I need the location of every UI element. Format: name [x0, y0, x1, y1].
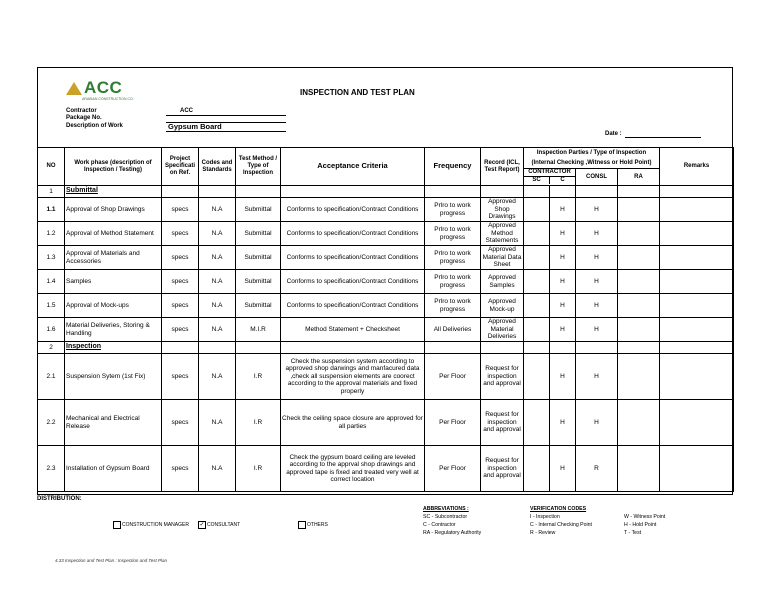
- codes: N.A: [199, 198, 236, 222]
- test-method: Submittal: [236, 270, 281, 294]
- inspection-plan-table: [37, 147, 734, 492]
- record: Approved Shop Drawings: [481, 198, 524, 222]
- work-phase: Material Deliveries, Storing & Handling: [65, 318, 162, 342]
- codes: N.A: [199, 270, 236, 294]
- consl-code: R: [576, 446, 618, 492]
- acceptance-criteria: Conforms to specification/Contract Conditions: [281, 222, 425, 246]
- ra-code: [618, 294, 660, 318]
- codes: N.A: [199, 294, 236, 318]
- verification-item: C - Internal Checking Point: [530, 522, 592, 528]
- test-method: M.I.R: [236, 318, 281, 342]
- sc-code: [524, 400, 550, 446]
- ra-code: [618, 246, 660, 270]
- header-frequency: Frequency: [425, 148, 481, 186]
- record: Approved Mock-up: [481, 294, 524, 318]
- frequency: Per Floor: [425, 446, 481, 492]
- c-code: H: [550, 354, 576, 400]
- checkbox-checked-icon[interactable]: ✓: [199, 522, 205, 528]
- test-method: I.R: [236, 354, 281, 400]
- c-code: H: [550, 222, 576, 246]
- description-value: Gypsum Board: [168, 122, 222, 131]
- distribution-construction-manager[interactable]: [113, 521, 189, 529]
- header-remarks: Remarks: [660, 148, 734, 186]
- verification-item: T - Test: [624, 530, 642, 536]
- consl-code: H: [576, 294, 618, 318]
- test-method: I.R: [236, 400, 281, 446]
- table-row: [38, 354, 734, 400]
- package-label: Package No.: [66, 115, 102, 121]
- codes: N.A: [199, 446, 236, 492]
- logo-subtitle: ARABIAN CONSTRUCTION CO.: [82, 97, 134, 101]
- ra-code: [618, 198, 660, 222]
- remarks: [660, 446, 734, 492]
- record: Approved Material Deliveries: [481, 318, 524, 342]
- work-phase: Suspension Sytem (1st Fix): [65, 354, 162, 400]
- abbreviations-block: [423, 505, 481, 537]
- sc-code: [524, 222, 550, 246]
- consl-code: H: [576, 400, 618, 446]
- verification-codes-block-2: [624, 513, 665, 537]
- abbreviations-title: ABBREVIATIONS :: [423, 506, 469, 512]
- test-method: I.R: [236, 446, 281, 492]
- test-method: Submittal: [236, 198, 281, 222]
- acceptance-criteria: Check the suspension system according to approved shop darwings and manfacured data ,check all suspension elements are coorect according to the approval materials and fixed properly: [281, 354, 425, 400]
- description-underline: [166, 131, 286, 132]
- consl-code: H: [576, 198, 618, 222]
- document-title: INSPECTION AND TEST PLAN: [300, 88, 415, 97]
- project-spec: specs: [162, 294, 199, 318]
- remarks: [660, 222, 734, 246]
- frequency: Prlro to work progress: [425, 246, 481, 270]
- header-test-method: Test Method / Type of Inspection: [236, 148, 281, 186]
- work-phase: Mechanical and Electrical Release: [65, 400, 162, 446]
- description-label: Description of Work: [66, 123, 123, 129]
- frequency: Prlro to work progress: [425, 270, 481, 294]
- work-phase: Approval of Mock-ups: [65, 294, 162, 318]
- row-number: 2.2: [38, 400, 65, 446]
- abbreviation-item: RA - Regulatory Authority: [423, 530, 482, 536]
- ra-code: [618, 222, 660, 246]
- header-c: C: [560, 176, 565, 183]
- header-sc: SC: [524, 177, 550, 184]
- remarks: [660, 246, 734, 270]
- acceptance-criteria: Conforms to specification/Contract Conditions: [281, 246, 425, 270]
- contractor-value: ACC: [180, 108, 193, 114]
- record: Request for inspection and approval: [481, 354, 524, 400]
- remarks: [660, 400, 734, 446]
- test-method: Submittal: [236, 294, 281, 318]
- verification-codes-block: [530, 505, 592, 537]
- verification-item: W - Witness Point: [624, 514, 666, 520]
- date-field[interactable]: [625, 137, 701, 138]
- c-code: H: [550, 294, 576, 318]
- project-spec: specs: [162, 270, 199, 294]
- remarks: [660, 294, 734, 318]
- header-contractor: [524, 169, 576, 186]
- row-number: 1.5: [38, 294, 65, 318]
- section-number: 2: [38, 342, 65, 354]
- row-number: 1.3: [38, 246, 65, 270]
- test-method: Submittal: [236, 246, 281, 270]
- contractor-underline: [166, 115, 286, 116]
- sc-code: [524, 198, 550, 222]
- table-row: [38, 294, 734, 318]
- ra-code: [618, 354, 660, 400]
- remarks: [660, 270, 734, 294]
- c-code: H: [550, 318, 576, 342]
- consl-code: H: [576, 318, 618, 342]
- frequency: Per Floor: [425, 354, 481, 400]
- sc-code: [524, 446, 550, 492]
- record: Request for inspection and approval: [481, 400, 524, 446]
- row-number: 1.1: [38, 198, 65, 222]
- record: Approved Method Statements: [481, 222, 524, 246]
- acceptance-criteria: Check the gypsum board ceiling are leveled according to the apprval shop drawings and approved tape is fixed and treated very well at correct location: [281, 446, 425, 492]
- row-number: 2.3: [38, 446, 65, 492]
- codes: N.A: [199, 400, 236, 446]
- ra-code: [618, 318, 660, 342]
- sc-code: [524, 354, 550, 400]
- verification-item: I - Inspection: [530, 514, 560, 520]
- record: Approved Samples: [481, 270, 524, 294]
- logo-triangle-icon: [66, 82, 82, 95]
- c-code: H: [550, 446, 576, 492]
- table-row: [38, 318, 734, 342]
- project-spec: specs: [162, 222, 199, 246]
- header-parties-sub: (Internal Checking ,Witness or Hold Point): [524, 159, 660, 169]
- table-row: [38, 222, 734, 246]
- acceptance-criteria: Check the ceiling space closure are approved for all parties: [281, 400, 425, 446]
- row-number: 1.2: [38, 222, 65, 246]
- consl-code: H: [576, 246, 618, 270]
- header-record: Record (ICL, Test Report): [481, 148, 524, 186]
- codes: N.A: [199, 222, 236, 246]
- consl-code: H: [576, 270, 618, 294]
- checkbox-icon[interactable]: [113, 521, 121, 529]
- header-work-phase: Work phase (description of Inspection / Testing): [65, 148, 162, 186]
- acceptance-criteria: Method Statement + Checksheet: [281, 318, 425, 342]
- frequency: All Deliveries: [425, 318, 481, 342]
- company-logo: [66, 78, 134, 104]
- table-row: [38, 400, 734, 446]
- distribution-others-label: OTHERS: [307, 522, 328, 528]
- section-title-inspection: Inspection: [65, 342, 162, 354]
- verification-item: R - Review: [530, 530, 556, 536]
- frequency: Prlro to work progress: [425, 222, 481, 246]
- frequency: Prlro to work progress: [425, 198, 481, 222]
- abbreviation-item: C - Contractor: [423, 522, 456, 528]
- frequency: Per Floor: [425, 400, 481, 446]
- c-code: H: [550, 246, 576, 270]
- table-row: [38, 246, 734, 270]
- ra-code: [618, 446, 660, 492]
- c-code: H: [550, 198, 576, 222]
- project-spec: specs: [162, 198, 199, 222]
- work-phase: Approval of Method Statement: [65, 222, 162, 246]
- project-spec: specs: [162, 246, 199, 270]
- sc-code: [524, 246, 550, 270]
- project-spec: specs: [162, 318, 199, 342]
- page-footer: 4.33 Inspection and Test Plan : Inspection and Test Plan: [55, 558, 167, 563]
- c-code: H: [550, 270, 576, 294]
- consl-code: H: [576, 354, 618, 400]
- header-parties: Inspection Parties / Type of Inspection: [524, 148, 660, 159]
- remarks: [660, 198, 734, 222]
- header-no: NO: [38, 148, 65, 186]
- header-consl: CONSL: [576, 169, 618, 186]
- sc-code: [524, 294, 550, 318]
- remarks: [660, 318, 734, 342]
- distribution-construction-manager-label: CONSTRUCTION MANAGER: [122, 522, 189, 528]
- record: Request for inspection and approval: [481, 446, 524, 492]
- codes: N.A: [199, 318, 236, 342]
- distribution-others[interactable]: [298, 521, 328, 529]
- distribution-consultant[interactable]: [198, 521, 240, 529]
- row-number: 1.6: [38, 318, 65, 342]
- checkbox-icon[interactable]: [298, 521, 306, 529]
- record: Approved Material Data Sheet: [481, 246, 524, 270]
- row-number: 1.4: [38, 270, 65, 294]
- distribution-consultant-label: CONSULTANT: [207, 522, 241, 528]
- header-acceptance: Acceptance Criteria: [281, 148, 425, 186]
- work-phase: Samples: [65, 270, 162, 294]
- project-spec: specs: [162, 400, 199, 446]
- test-method: Submittal: [236, 222, 281, 246]
- header-project-spec: Project Specificati on Ref.: [162, 148, 199, 186]
- codes: N.A: [199, 246, 236, 270]
- row-number: 2.1: [38, 354, 65, 400]
- remarks: [660, 354, 734, 400]
- sc-code: [524, 318, 550, 342]
- sc-code: [524, 270, 550, 294]
- table-row: [38, 446, 734, 492]
- logo-text: ACC: [84, 78, 123, 97]
- verification-item: H - Hold Point: [624, 522, 657, 528]
- contractor-label: Contractor: [66, 108, 97, 114]
- work-phase: Approval of Materials and Accessories: [65, 246, 162, 270]
- header-ra: RA: [618, 169, 660, 186]
- section-title-submittal: Submittal: [65, 186, 162, 198]
- project-spec: specs: [162, 446, 199, 492]
- acceptance-criteria: Conforms to specification/Contract Conditions: [281, 294, 425, 318]
- acceptance-criteria: Conforms to specification/Contract Conditions: [281, 270, 425, 294]
- abbreviation-item: SC - Subcontractor: [423, 514, 468, 520]
- codes: N.A: [199, 354, 236, 400]
- ra-code: [618, 270, 660, 294]
- project-spec: specs: [162, 354, 199, 400]
- section-number: 1: [38, 186, 65, 198]
- date-label: Date :: [605, 131, 622, 137]
- acceptance-criteria: Conforms to specification/Contract Conditions: [281, 198, 425, 222]
- work-phase: Installation of Gypsum Board: [65, 446, 162, 492]
- frequency: Prlro to work progress: [425, 294, 481, 318]
- verification-title: VERIFICATION CODES: [530, 506, 587, 512]
- work-phase: Approval of Shop Drawings: [65, 198, 162, 222]
- distribution-label: DISTRIBUTION:: [37, 496, 82, 502]
- ra-code: [618, 400, 660, 446]
- consl-code: H: [576, 222, 618, 246]
- c-code: H: [550, 400, 576, 446]
- header-codes: Codes and Standards: [199, 148, 236, 186]
- table-row: [38, 270, 734, 294]
- header-contractor-label: CONTRACTOR: [524, 169, 575, 177]
- table-row: [38, 198, 734, 222]
